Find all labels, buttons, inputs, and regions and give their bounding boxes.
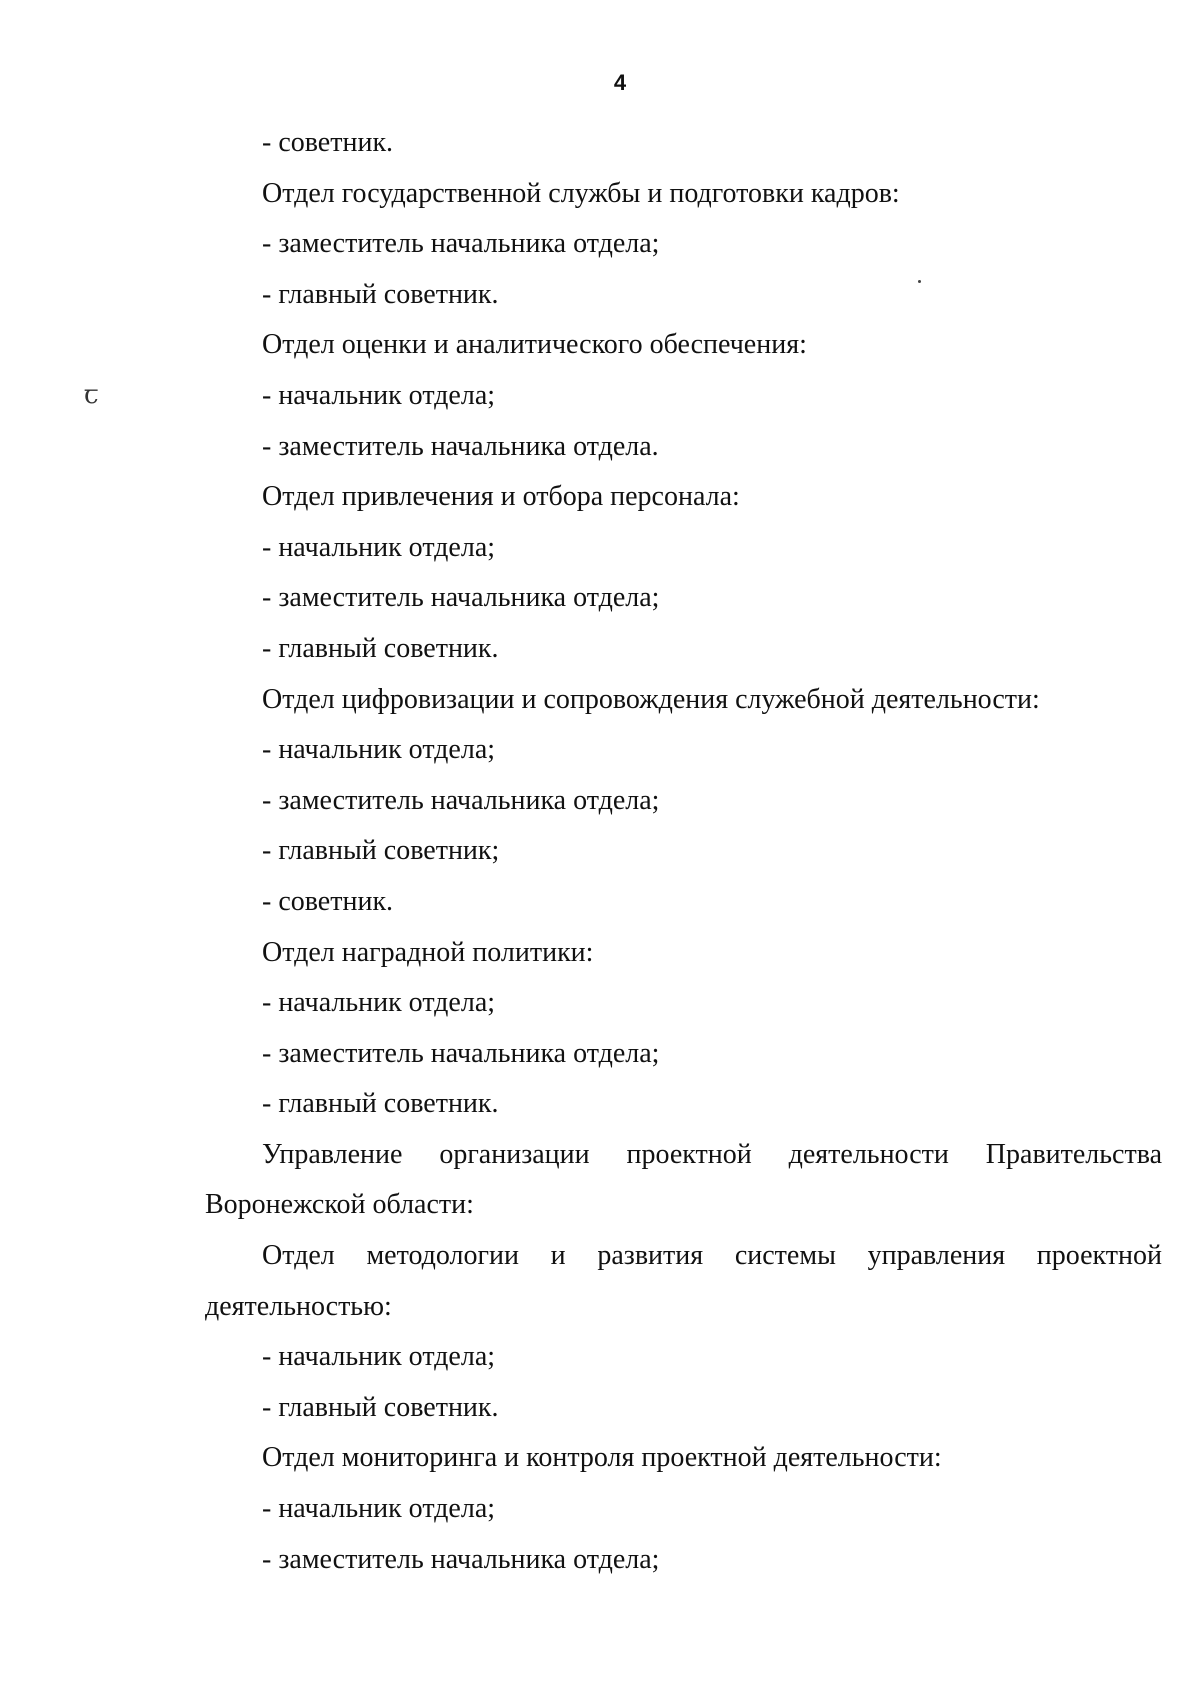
text-line: - заместитель начальника отдела; bbox=[262, 1037, 660, 1069]
text-line: Отдел привлечения и отбора персонала: bbox=[262, 481, 740, 513]
text-line: - заместитель начальника отдела; bbox=[262, 784, 660, 816]
text-line: - начальник отдела; bbox=[262, 1493, 496, 1525]
text-line: Отдел цифровизации и сопровождения служебной деятельности: bbox=[262, 683, 1040, 715]
document-body bbox=[0, 118, 1200, 1585]
text-line: - заместитель начальника отдела; bbox=[262, 582, 660, 614]
text-line: - главный советник. bbox=[262, 1088, 499, 1120]
text-line: - главный советник. bbox=[262, 278, 499, 310]
text-line: - начальник отдела; bbox=[262, 987, 496, 1019]
text-line: - главный советник. bbox=[262, 632, 499, 664]
text-line: Отдел оценки и аналитического обеспечения: bbox=[262, 329, 807, 361]
text-line: - заместитель начальника отдела. bbox=[262, 430, 659, 462]
text-line: - советник. bbox=[262, 885, 394, 917]
text-line: - начальник отдела; bbox=[262, 379, 496, 411]
text-line: Воронежской области: bbox=[205, 1189, 474, 1221]
text-line: - советник. bbox=[262, 127, 394, 158]
text-line: - начальник отдела; bbox=[262, 734, 496, 766]
text-line: Отдел государственной службы и подготовки кадров: bbox=[262, 177, 900, 209]
text-line: Отдел методологии и развития системы управления проектной bbox=[262, 1240, 1162, 1272]
text-line: деятельностью: bbox=[205, 1290, 392, 1322]
text-line: - начальник отдела; bbox=[262, 531, 496, 563]
text-line: Отдел наградной политики: bbox=[262, 936, 594, 968]
text-line: - главный советник. bbox=[262, 1391, 499, 1423]
text-line: Отдел мониторинга и контроля проектной деятельности: bbox=[262, 1442, 942, 1474]
text-line: Управление организации проектной деятельности Правительства bbox=[262, 1138, 1162, 1170]
page-number: 4 bbox=[613, 70, 627, 95]
text-line: - главный советник; bbox=[262, 835, 500, 867]
text-line: - заместитель начальника отдела; bbox=[262, 228, 660, 260]
text-line: - начальник отдела; bbox=[262, 1341, 496, 1373]
stray-mark: ꞇ bbox=[84, 380, 99, 409]
text-line: - заместитель начальника отдела; bbox=[262, 1543, 660, 1575]
